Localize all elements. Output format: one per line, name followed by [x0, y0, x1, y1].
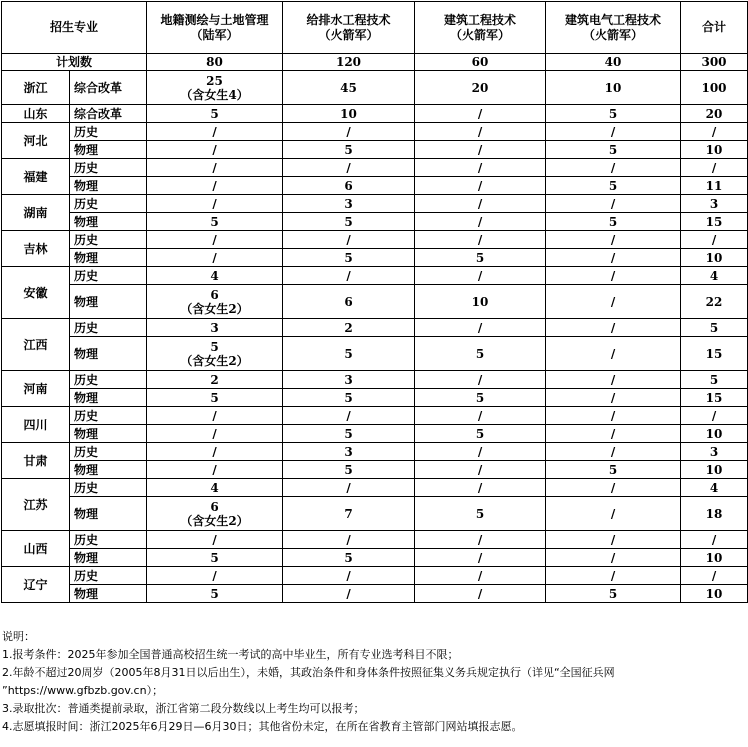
province-cell: 辽宁 — [2, 567, 70, 603]
value-cell: / — [546, 443, 681, 461]
value-cell: / — [415, 177, 546, 195]
value-number: 5 — [210, 339, 219, 354]
value-cell: 5 — [147, 105, 283, 123]
row-total-cell: 18 — [681, 497, 748, 531]
value-cell: / — [546, 479, 681, 497]
value-cell — [147, 71, 283, 105]
subject-cell: 历史 — [70, 231, 147, 249]
subject-cell: 综合改革 — [70, 105, 147, 123]
note-line: 4.志愿填报时间：浙江2025年6月29日—6月30日；其他省份未定，在所在省教育主管部门网站填报志愿。 — [2, 720, 523, 733]
major-name: 给排水工程技术 — [306, 12, 391, 27]
note-line: 1.报考条件：2025年参加全国普通高校招生统一考试的高中毕业生，所有专业选考科目不限； — [2, 648, 459, 661]
value-cell: / — [283, 231, 415, 249]
row-total-cell: 10 — [681, 141, 748, 159]
row-total-cell: 4 — [681, 267, 748, 285]
major-header — [546, 2, 681, 54]
value-cell: / — [546, 319, 681, 337]
value-cell: / — [546, 497, 681, 531]
value-cell: 4 — [147, 479, 283, 497]
value-cell: 5 — [147, 549, 283, 567]
subject-cell: 物理 — [70, 497, 147, 531]
value-cell: / — [415, 105, 546, 123]
value-cell: / — [147, 425, 283, 443]
row-total-cell: 4 — [681, 479, 748, 497]
subject-cell: 历史 — [70, 195, 147, 213]
value-cell: / — [546, 285, 681, 319]
subject-cell: 历史 — [70, 479, 147, 497]
value-number: 6 — [210, 287, 219, 302]
row-total-cell: / — [681, 407, 748, 425]
table-row — [2, 337, 748, 371]
value-cell: 2 — [147, 371, 283, 389]
value-cell: 45 — [283, 71, 415, 105]
value-cell: / — [546, 231, 681, 249]
value-cell: / — [415, 213, 546, 231]
value-cell: 4 — [147, 267, 283, 285]
value-cell: / — [415, 141, 546, 159]
major-branch: （火箭军） — [450, 27, 511, 42]
row-total-cell: 10 — [681, 425, 748, 443]
table-row — [2, 319, 748, 337]
note-line: 2.年龄不超过20周岁（2005年8月31日以后出生），未婚，其政治条件和身体条件按照征集义务兵规定执行（详见“全国征兵网 — [2, 666, 615, 679]
value-cell: 10 — [546, 71, 681, 105]
row-total-cell: 5 — [681, 319, 748, 337]
value-cell: 10 — [283, 105, 415, 123]
subject-cell: 物理 — [70, 213, 147, 231]
value-cell: 5 — [415, 337, 546, 371]
table-row — [2, 159, 748, 177]
major-name: 建筑电气工程技术 — [565, 12, 662, 27]
note-line: 3.录取批次：普通类提前录取，浙江省第二段分数线以上考生均可以报考； — [2, 702, 365, 715]
value-cell: / — [415, 231, 546, 249]
subject-cell: 物理 — [70, 461, 147, 479]
value-cell: / — [546, 531, 681, 549]
value-cell: / — [415, 195, 546, 213]
province-cell: 浙江 — [2, 71, 70, 105]
value-cell: / — [415, 267, 546, 285]
value-cell: / — [546, 371, 681, 389]
table-row — [2, 479, 748, 497]
value-cell: / — [546, 267, 681, 285]
value-cell: / — [415, 407, 546, 425]
value-cell: / — [147, 123, 283, 141]
value-cell: / — [147, 461, 283, 479]
table-row — [2, 443, 748, 461]
table-row — [2, 285, 748, 319]
value-cell: 5 — [546, 141, 681, 159]
row-total-cell: 10 — [681, 249, 748, 267]
value-cell: 5 — [283, 461, 415, 479]
row-total-cell: 15 — [681, 337, 748, 371]
table-row — [2, 549, 748, 567]
plan-count-label: 计划数 — [2, 54, 147, 71]
subject-cell: 物理 — [70, 585, 147, 603]
value-cell: 3 — [283, 443, 415, 461]
value-cell: / — [147, 249, 283, 267]
value-cell: / — [147, 407, 283, 425]
value-cell: / — [147, 443, 283, 461]
row-total-cell: 3 — [681, 195, 748, 213]
value-cell: / — [147, 195, 283, 213]
row-total-cell: 5 — [681, 371, 748, 389]
subject-cell: 物理 — [70, 425, 147, 443]
table-row — [2, 177, 748, 195]
value-cell: / — [415, 531, 546, 549]
value-cell — [147, 337, 283, 371]
value-cell: / — [147, 567, 283, 585]
major-header-label: 招生专业 — [2, 2, 147, 54]
province-cell: 安徽 — [2, 267, 70, 319]
table-row — [2, 371, 748, 389]
subject-cell: 历史 — [70, 123, 147, 141]
value-cell: / — [546, 249, 681, 267]
table-row — [2, 497, 748, 531]
value-cell: / — [283, 407, 415, 425]
row-total-cell: / — [681, 231, 748, 249]
row-total-cell: 22 — [681, 285, 748, 319]
table-row — [2, 231, 748, 249]
row-total-cell: 20 — [681, 105, 748, 123]
notes-section — [2, 628, 746, 736]
value-cell: 5 — [546, 177, 681, 195]
major-name: 建筑工程技术 — [444, 12, 517, 27]
value-cell: 5 — [147, 389, 283, 407]
value-cell: / — [415, 371, 546, 389]
female-quota-note: （含女生2） — [180, 301, 249, 316]
female-quota-note: （含女生4） — [180, 87, 249, 102]
value-cell: / — [546, 549, 681, 567]
value-cell: / — [283, 479, 415, 497]
table-row — [2, 71, 748, 105]
row-total-cell: 15 — [681, 389, 748, 407]
province-cell: 吉林 — [2, 231, 70, 267]
value-cell: 5 — [415, 497, 546, 531]
value-cell: / — [415, 585, 546, 603]
value-cell: / — [415, 443, 546, 461]
plan-count-cell: 60 — [415, 54, 546, 71]
value-cell: / — [147, 531, 283, 549]
subject-cell: 历史 — [70, 443, 147, 461]
row-total-cell: / — [681, 531, 748, 549]
value-cell: / — [546, 425, 681, 443]
female-quota-note: （含女生2） — [180, 513, 249, 528]
value-cell: 5 — [283, 141, 415, 159]
value-cell: 5 — [546, 213, 681, 231]
value-cell: / — [415, 549, 546, 567]
value-cell: / — [415, 123, 546, 141]
table-row — [2, 141, 748, 159]
plan-count-total: 300 — [681, 54, 748, 71]
value-cell: 6 — [283, 285, 415, 319]
value-cell: 5 — [546, 105, 681, 123]
row-total-cell: / — [681, 159, 748, 177]
value-cell: 5 — [415, 389, 546, 407]
value-cell: 7 — [283, 497, 415, 531]
total-header: 合计 — [681, 2, 748, 54]
value-cell: 5 — [283, 337, 415, 371]
value-cell: 5 — [283, 213, 415, 231]
major-branch: （火箭军） — [318, 27, 379, 42]
value-cell: 20 — [415, 71, 546, 105]
subject-cell: 物理 — [70, 177, 147, 195]
row-total-cell: 10 — [681, 585, 748, 603]
value-cell: 5 — [415, 249, 546, 267]
table-row — [2, 461, 748, 479]
row-total-cell: / — [681, 123, 748, 141]
value-cell: / — [283, 567, 415, 585]
value-cell: 5 — [283, 549, 415, 567]
value-cell: 5 — [147, 585, 283, 603]
value-number: 6 — [210, 499, 219, 514]
value-cell: 5 — [283, 389, 415, 407]
table-row — [2, 195, 748, 213]
value-cell: / — [546, 337, 681, 371]
province-cell: 甘肃 — [2, 443, 70, 479]
subject-cell: 物理 — [70, 549, 147, 567]
notes-title: 说明： — [2, 630, 35, 643]
value-cell: 5 — [546, 585, 681, 603]
subject-cell: 历史 — [70, 159, 147, 177]
plan-count-cell: 40 — [546, 54, 681, 71]
row-total-cell: 3 — [681, 443, 748, 461]
province-cell: 山西 — [2, 531, 70, 567]
value-cell: 3 — [283, 371, 415, 389]
major-header — [147, 2, 283, 54]
subject-cell: 历史 — [70, 319, 147, 337]
row-total-cell: 100 — [681, 71, 748, 105]
table-row — [2, 213, 748, 231]
row-total-cell: 15 — [681, 213, 748, 231]
subject-cell: 物理 — [70, 249, 147, 267]
value-cell: 3 — [283, 195, 415, 213]
province-cell: 江西 — [2, 319, 70, 371]
value-cell: / — [546, 159, 681, 177]
table-body — [2, 2, 748, 603]
province-cell: 河北 — [2, 123, 70, 159]
female-quota-note: （含女生2） — [180, 353, 249, 368]
major-branch: （火箭军） — [583, 27, 644, 42]
enrollment-plan-table — [1, 1, 748, 603]
subject-cell: 物理 — [70, 337, 147, 371]
table-row — [2, 531, 748, 549]
value-cell: 2 — [283, 319, 415, 337]
subject-cell: 物理 — [70, 141, 147, 159]
row-total-cell: 10 — [681, 461, 748, 479]
value-cell: / — [147, 159, 283, 177]
value-cell: 5 — [546, 461, 681, 479]
province-cell: 江苏 — [2, 479, 70, 531]
note-line: ”https://www.gfbzb.gov.cn）； — [2, 684, 164, 697]
value-cell — [147, 285, 283, 319]
table-row — [2, 249, 748, 267]
subject-cell: 历史 — [70, 371, 147, 389]
value-cell: / — [546, 123, 681, 141]
table-row — [2, 425, 748, 443]
value-cell — [147, 497, 283, 531]
subject-cell: 历史 — [70, 267, 147, 285]
value-cell: / — [283, 267, 415, 285]
value-cell: / — [546, 389, 681, 407]
value-cell: 5 — [283, 425, 415, 443]
table-row — [2, 123, 748, 141]
value-cell: / — [147, 231, 283, 249]
value-cell: 3 — [147, 319, 283, 337]
major-name: 地籍测绘与土地管理 — [160, 12, 269, 27]
value-number: 25 — [206, 73, 223, 88]
major-branch: （陆军） — [190, 27, 239, 42]
value-cell: / — [415, 479, 546, 497]
row-total-cell: 11 — [681, 177, 748, 195]
value-cell: / — [415, 159, 546, 177]
table-row — [2, 389, 748, 407]
plan-count-row — [2, 54, 748, 71]
table-row — [2, 407, 748, 425]
value-cell: / — [283, 585, 415, 603]
table-row — [2, 267, 748, 285]
major-header — [415, 2, 546, 54]
value-cell: 10 — [415, 285, 546, 319]
value-cell: / — [546, 567, 681, 585]
subject-cell: 物理 — [70, 285, 147, 319]
value-cell: 6 — [283, 177, 415, 195]
value-cell: / — [147, 177, 283, 195]
table-row — [2, 585, 748, 603]
value-cell: / — [546, 195, 681, 213]
province-cell: 福建 — [2, 159, 70, 195]
plan-count-cell: 120 — [283, 54, 415, 71]
province-cell: 河南 — [2, 371, 70, 407]
table-row — [2, 105, 748, 123]
value-cell: 5 — [283, 249, 415, 267]
subject-cell: 历史 — [70, 407, 147, 425]
table-header-row — [2, 2, 748, 54]
value-cell: / — [415, 461, 546, 479]
value-cell: / — [283, 159, 415, 177]
province-cell: 四川 — [2, 407, 70, 443]
province-cell: 湖南 — [2, 195, 70, 231]
province-cell: 山东 — [2, 105, 70, 123]
subject-cell: 物理 — [70, 389, 147, 407]
value-cell: / — [415, 567, 546, 585]
value-cell: 5 — [415, 425, 546, 443]
value-cell: / — [546, 407, 681, 425]
row-total-cell: / — [681, 567, 748, 585]
major-header — [283, 2, 415, 54]
value-cell: / — [283, 123, 415, 141]
value-cell: / — [147, 141, 283, 159]
value-cell: 5 — [147, 213, 283, 231]
plan-count-cell: 80 — [147, 54, 283, 71]
subject-cell: 历史 — [70, 567, 147, 585]
subject-cell: 综合改革 — [70, 71, 147, 105]
row-total-cell: 10 — [681, 549, 748, 567]
value-cell: / — [415, 319, 546, 337]
subject-cell: 历史 — [70, 531, 147, 549]
value-cell: / — [283, 531, 415, 549]
table-row — [2, 567, 748, 585]
